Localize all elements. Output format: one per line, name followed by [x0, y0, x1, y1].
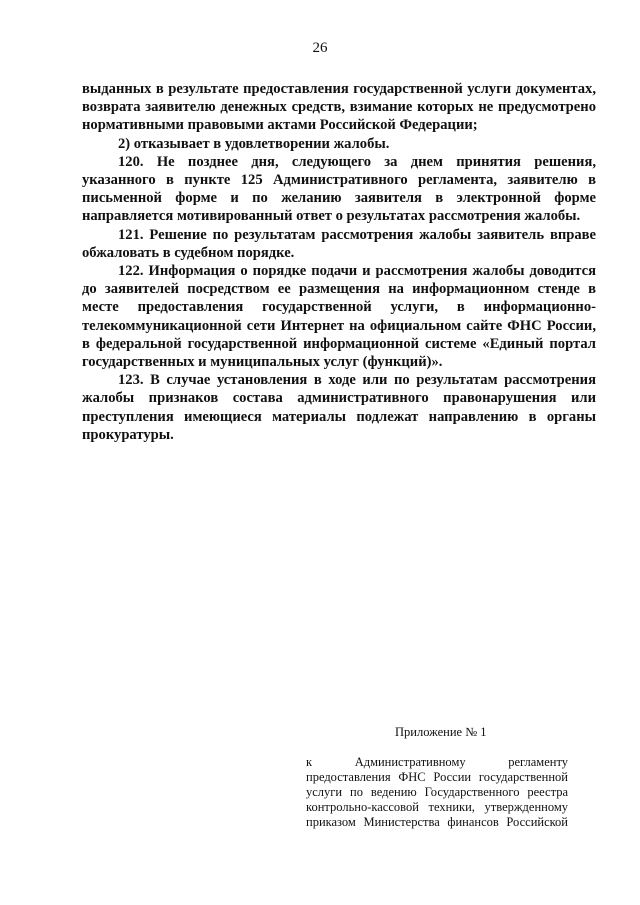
appendix-line: приказом Министерства финансов Российской: [306, 815, 568, 829]
appendix-line: к Административному регламенту: [306, 755, 568, 769]
document-body: [82, 80, 596, 444]
page-number: 26: [312, 40, 328, 56]
paragraph-123: 123. В случае установления в ходе или по результатам рассмотрения жалобы признаков состава административного правонарушения или преступления имеющиеся материалы подлежат направлению в органы прокуратуры.: [82, 372, 596, 443]
paragraph-120: 120. Не позднее дня, следующего за днем принятия решения, указанного в пункте 125 Административного регламента, заявителю в письменной форме и по желанию заявителя в электронной форме направляется мотивированный ответ о результатах рассмотрения жалобы.: [82, 153, 596, 225]
paragraph-refusal: 2) отказывает в удовлетворении жалобы.: [118, 135, 390, 152]
appendix-title: Приложение № 1: [395, 725, 487, 739]
appendix-line: контрольно-кассовой техники, утвержденному: [306, 800, 568, 814]
paragraph-121: 121. Решение по результатам рассмотрения жалобы заявитель вправе обжаловать в судебном порядке.: [82, 226, 596, 261]
appendix-caption: [306, 755, 568, 830]
appendix-line: предоставления ФНС России государственной: [306, 770, 568, 784]
paragraph-continuation: выданных в результате предоставления государственной услуги документах, возврата заявителю денежных средств, взимание которых не предусмотрено нормативными правовыми актами Российской Федерации;: [82, 81, 596, 134]
appendix-line: услуги по ведению Государственного реестра: [306, 785, 568, 799]
paragraph-122: 122. Информация о порядке подачи и рассмотрения жалобы доводится до заявителей посредством ее размещения на информационном стенде в месте предоставления государственной услуги, в информационно-телекоммуникационной сети Интернет на официальном сайте ФНС России, в федеральной государственной информационной системе «Единый портал государственных и муниципальных услуг (функций)».: [82, 263, 596, 371]
